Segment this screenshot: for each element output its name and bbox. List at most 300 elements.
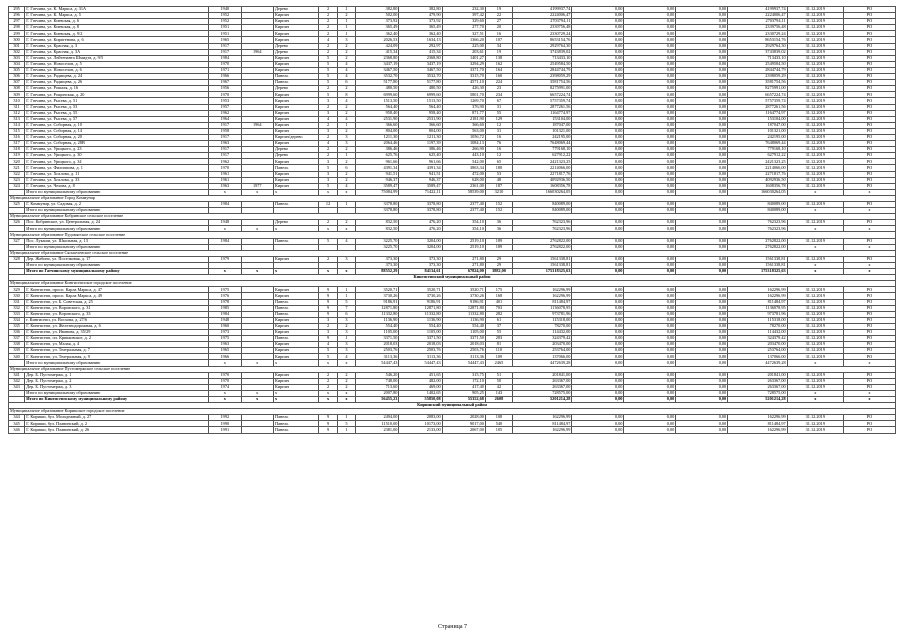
table-cell: 345 — [9, 421, 25, 427]
table-cell: 961,66 — [356, 159, 399, 165]
table-cell: 2067,00 — [442, 427, 485, 433]
table-cell: 65 — [485, 159, 512, 165]
table-cell: 109 — [485, 354, 512, 360]
table-cell: x — [843, 226, 895, 232]
table-cell: 0,00 — [624, 122, 676, 128]
table-cell: 242195,00 — [512, 134, 571, 140]
table-cell: 2368,80 — [399, 55, 442, 61]
table-cell: 0,00 — [676, 49, 728, 55]
table-cell: 0,00 — [676, 141, 728, 147]
table-cell: Панель — [273, 336, 318, 342]
table-cell: 110 — [485, 348, 512, 354]
table-cell: РО — [843, 256, 895, 262]
table-cell: x — [241, 189, 273, 195]
table-cell: x — [209, 269, 241, 275]
table-cell: 23 — [485, 86, 512, 92]
table-cell: 871,77 — [442, 110, 485, 116]
table-cell: 546,20 — [356, 372, 399, 378]
table-cell: 0,00 — [676, 92, 728, 98]
table-cell: 1917 — [209, 49, 241, 55]
table-cell: 0,00 — [572, 256, 624, 262]
table-cell: 4571,10 — [442, 80, 485, 86]
table-cell: 317 — [9, 141, 25, 147]
table-cell: 2519,10 — [442, 244, 485, 250]
table-cell: 542,00 — [442, 159, 485, 165]
table-cell: 71422,11 — [399, 189, 442, 195]
table-cell: 31.12.2019 — [787, 311, 843, 317]
table-cell: 2064,46 — [356, 141, 399, 147]
table-cell: 0,00 — [624, 299, 676, 305]
table-cell: 31.12.2019 — [787, 104, 843, 110]
table-cell: 16 — [485, 147, 512, 153]
table-cell: 335 — [9, 323, 25, 329]
table-cell: 31.12.2019 — [787, 342, 843, 348]
table-cell: РО — [843, 74, 895, 80]
table-cell: Г. Гатчина, ул. Новоселов, д. 6 — [25, 67, 209, 73]
table-cell: 8275991,00 — [728, 86, 787, 92]
table-cell: Кирпич — [273, 171, 318, 177]
table-cell: 0,00 — [572, 7, 624, 13]
table-cell: 31.12.2019 — [787, 49, 843, 55]
table-cell: 0,00 — [624, 104, 676, 110]
table-cell: 0,00 — [624, 189, 676, 195]
table-cell: Г. Гатчина, ул. Киевская, д. 9/2 — [25, 31, 209, 37]
table-cell: 2 — [319, 256, 337, 262]
table-cell: 0,00 — [676, 122, 728, 128]
table-cell: 1366,20 — [442, 37, 485, 43]
table-cell: x — [209, 397, 241, 403]
table-cell: 4 — [319, 37, 337, 43]
table-cell: 1984 — [209, 311, 241, 317]
table-cell: 2877261,56 — [728, 104, 787, 110]
table-cell: 3 — [319, 110, 337, 116]
table-cell: Г. Гатчина, ул. Урицкого, д. 30 — [25, 153, 209, 159]
table-cell: Пос. Кобринское, ул. Центральная, д. 24 — [25, 220, 209, 226]
table-cell: x — [273, 226, 318, 232]
table-cell: 426,30 — [442, 86, 485, 92]
table-cell: 2 — [319, 122, 337, 128]
table-cell: 253764,00 — [512, 348, 571, 354]
table-cell: 312 — [9, 110, 25, 116]
table-cell: 2028,00 — [442, 415, 485, 421]
table-cell: 338 — [9, 342, 25, 348]
table-cell: 114432,00 — [512, 329, 571, 335]
table-cell: 37 — [485, 323, 512, 329]
section-title: Муниципальное образование Кингисеппское городское поселение — [9, 281, 896, 287]
table-cell: 0,00 — [624, 415, 676, 421]
table-cell: 0,00 — [624, 329, 676, 335]
table-cell: 1513,50 — [399, 98, 442, 104]
table-cell: 0,00 — [572, 226, 624, 232]
table-cell: 1990 — [209, 421, 241, 427]
table-cell: 310 — [9, 98, 25, 104]
table-cell: 344 — [9, 415, 25, 421]
table-cell: 0,00 — [676, 86, 728, 92]
table-cell: 0,00 — [676, 311, 728, 317]
table-cell: 84134,61 — [399, 269, 442, 275]
table-cell: 1917 — [209, 43, 241, 49]
table-cell: 1976 — [209, 293, 241, 299]
table-cell: 2377,40 — [442, 202, 485, 208]
table-cell: 804,00 — [399, 128, 442, 134]
table-cell: 5 — [319, 67, 337, 73]
table-cell: Кирпич — [273, 13, 318, 19]
table-cell: 316 — [9, 134, 25, 140]
table-cell: 0,00 — [676, 415, 728, 421]
table-cell: 0,00 — [572, 415, 624, 421]
table-cell: 0,00 — [572, 25, 624, 31]
table-cell: x — [337, 269, 355, 275]
table-cell: 81 — [485, 342, 512, 348]
table-cell: 31.12.2019 — [787, 421, 843, 427]
table-cell: x — [337, 390, 355, 396]
table-cell: 840089,00 — [512, 202, 571, 208]
table-cell: 54447,43 — [442, 360, 485, 366]
table-cell: 340 — [9, 354, 25, 360]
table-cell: x — [337, 189, 355, 195]
table-cell: x — [209, 390, 241, 396]
table-cell: 2018,03 — [356, 342, 399, 348]
table-cell: 1960 — [209, 323, 241, 329]
table-cell: 3294,29 — [442, 61, 485, 67]
table-cell: 277,70 — [442, 25, 485, 31]
table-cell: 2339756,48 — [512, 25, 571, 31]
table-cell: 7648069,44 — [728, 141, 787, 147]
table-cell: 162296,99 — [512, 287, 571, 293]
table-cell: 4 — [337, 61, 355, 67]
table-cell: Г. Гатчина, ул. Лейтенанта Шмидта, д. 9/5 — [25, 55, 209, 61]
table-cell: 153104,00 — [728, 116, 787, 122]
table-cell: 564,40 — [399, 104, 442, 110]
table-cell: 713,60 — [356, 384, 399, 390]
table-cell: 0,00 — [572, 244, 624, 250]
table-cell: Г. Кингисепп, ул. Театральная, д. 9 — [25, 354, 209, 360]
table-cell: 804,00 — [356, 128, 399, 134]
table-cell: 3882,00 — [485, 269, 512, 275]
table-cell: x — [787, 390, 843, 396]
table-cell: 1940 — [209, 7, 241, 13]
table-cell: Панель — [273, 80, 318, 86]
table-cell: 0,00 — [572, 141, 624, 147]
table-cell: 563,00 — [442, 128, 485, 134]
table-cell: 11510,00 — [356, 421, 399, 427]
table-cell: 4472639,28 — [512, 360, 571, 366]
table-cell: 1136,90 — [356, 317, 399, 323]
table-cell: 0,00 — [624, 165, 676, 171]
table-cell: РО — [843, 177, 895, 183]
table-cell: 129 — [485, 116, 512, 122]
table-cell: 1963 — [209, 183, 241, 189]
table-cell: 31.12.2019 — [787, 202, 843, 208]
table-cell: 0,00 — [624, 384, 676, 390]
table-cell: 0,00 — [572, 37, 624, 43]
table-cell: 12871,80 — [356, 305, 399, 311]
table-cell: 2 — [337, 55, 355, 61]
table-cell: 1136078,95 — [512, 305, 571, 311]
table-cell: 0,00 — [624, 317, 676, 323]
table-cell: 0,00 — [676, 165, 728, 171]
table-cell: 9 — [319, 311, 337, 317]
table-cell: 0,00 — [572, 177, 624, 183]
table-cell: 5 — [319, 165, 337, 171]
table-cell: 1970 — [209, 165, 241, 171]
table-cell: 1 — [337, 31, 355, 37]
table-cell: 50 — [485, 378, 512, 384]
table-cell: 31.12.2019 — [787, 293, 843, 299]
table-cell: 0,00 — [572, 390, 624, 396]
table-cell: 3 — [337, 256, 355, 262]
table-cell: 5 — [319, 80, 337, 86]
table-cell: 1971 — [209, 67, 241, 73]
table-cell: 0,00 — [572, 147, 624, 153]
table-cell: 323 — [9, 177, 25, 183]
table-cell: 9 — [319, 415, 337, 421]
table-cell: 346 — [9, 427, 25, 433]
table-cell: 1402,65 — [399, 390, 442, 396]
table-cell: Панель — [273, 415, 318, 421]
table-cell: 832,50 — [356, 220, 399, 226]
table-cell: 2271817,76 — [728, 171, 787, 177]
table-cell: 0,00 — [624, 159, 676, 165]
table-cell: x — [241, 360, 273, 366]
table-cell: 2 — [319, 7, 337, 13]
table-cell: 53 — [485, 171, 512, 177]
table-cell: Кирпич — [273, 329, 318, 335]
table-cell: 31.12.2019 — [787, 348, 843, 354]
table-cell: 0,00 — [624, 98, 676, 104]
table-cell: 1951 — [209, 31, 241, 37]
table-cell: Кирпич/дерево — [273, 134, 318, 140]
table-cell: 0,00 — [624, 43, 676, 49]
table-cell: 1561338,81 — [512, 256, 571, 262]
table-cell: 1953 — [209, 98, 241, 104]
register-table — [8, 6, 896, 434]
table-cell: Дерево — [273, 220, 318, 226]
table-cell: Г. Кириши, бул. Плавинский, д. 26 — [25, 427, 209, 433]
table-cell: 189 — [485, 238, 512, 244]
table-cell: 224 — [485, 80, 512, 86]
table-cell: 6999,60 — [356, 92, 399, 98]
table-cell: Г. Гатчина, ул. Красная, д. 3А — [25, 49, 209, 55]
table-cell: 31.12.2019 — [787, 372, 843, 378]
table-cell: x — [843, 390, 895, 396]
table-cell: 946,37 — [356, 177, 399, 183]
table-cell: 31.12.2019 — [787, 238, 843, 244]
table-cell: 0,00 — [624, 256, 676, 262]
table-cell: 12871,80 — [399, 305, 442, 311]
table-cell: 2703794,11 — [512, 19, 571, 25]
table-cell: 382,80 — [356, 7, 399, 13]
table-cell: 31.12.2019 — [787, 147, 843, 153]
table-cell: 2549584,50 — [728, 61, 787, 67]
table-cell: Г. Кириши, бул. Плавинский, д. 2 — [25, 421, 209, 427]
table-cell: 2 — [319, 104, 337, 110]
table-cell: 386,46 — [356, 147, 399, 153]
table-cell: Г. Гатчина, ул. Киевская, д. 8 — [25, 25, 209, 31]
table-cell: РО — [843, 122, 895, 128]
table-cell: 203470,00 — [728, 342, 787, 348]
table-cell: 424,09 — [356, 43, 399, 49]
table-cell: 973781,96 — [728, 311, 787, 317]
table-cell: 1992 — [209, 415, 241, 421]
table-cell: 0,00 — [624, 67, 676, 73]
table-cell: 162296,99 — [512, 293, 571, 299]
table-cell: 3371,50 — [399, 336, 442, 342]
table-cell: Итого по Гатчинскому муниципальному району — [25, 269, 209, 275]
table-cell: Дер. Жабино, ул. Поселковая, д. 17 — [25, 256, 209, 262]
table-cell: РО — [843, 372, 895, 378]
table-cell: РО — [843, 165, 895, 171]
table-cell: 0,00 — [624, 177, 676, 183]
table-cell: 2 — [337, 323, 355, 329]
table-cell: Г. Гатчина, ул. Кирпгенова, д. 6 — [25, 37, 209, 43]
table-cell: 4 — [337, 74, 355, 80]
table-cell: 315,75 — [442, 372, 485, 378]
table-cell: 2 — [337, 110, 355, 116]
table-cell: 20 — [485, 25, 512, 31]
table-cell: РО — [843, 293, 895, 299]
table-cell: РО — [843, 287, 895, 293]
table-cell: РО — [843, 104, 895, 110]
table-cell: 1513,50 — [356, 98, 399, 104]
table-cell: 308 — [9, 86, 25, 92]
table-cell: 160 — [485, 74, 512, 80]
table-cell: 0,00 — [572, 13, 624, 19]
table-cell: Г. Кингисепп, пл. Крикковское, д. 2 — [25, 336, 209, 342]
table-cell: 108 — [485, 415, 512, 421]
table-cell: 0,00 — [676, 421, 728, 427]
table-cell: 0,00 — [572, 311, 624, 317]
table-cell: 0,00 — [624, 13, 676, 19]
table-cell: 1975 — [209, 287, 241, 293]
table-cell: 0,00 — [624, 86, 676, 92]
table-cell: 1164774,97 — [512, 110, 571, 116]
table-cell: Панель — [273, 311, 318, 317]
table-cell: 3532,70 — [399, 74, 442, 80]
table-cell: 5177,80 — [356, 80, 399, 86]
table-cell: 0,00 — [676, 336, 728, 342]
table-cell: Панель — [273, 299, 318, 305]
table-cell: РО — [843, 92, 895, 98]
section-title: Муниципальное образование Пустомержское сельское поселение — [9, 366, 896, 372]
table-cell: x — [787, 360, 843, 366]
table-cell: 180 — [485, 165, 512, 171]
table-cell: 469,00 — [399, 384, 442, 390]
table-cell: 401 — [485, 299, 512, 305]
table-cell: 9 — [319, 293, 337, 299]
table-cell: 0,00 — [624, 49, 676, 55]
table-cell: 9 — [319, 427, 337, 433]
table-cell: Кирпич — [273, 92, 318, 98]
table-cell: 0,00 — [572, 74, 624, 80]
table-cell: 0,00 — [624, 25, 676, 31]
table-cell: 36 — [485, 226, 512, 232]
section-title: Муниципальное образование Киришское городское поселение — [9, 409, 896, 415]
table-cell: Панель — [273, 202, 318, 208]
table-cell: 0,00 — [676, 110, 728, 116]
table-cell: 12 — [319, 202, 337, 208]
table-cell: 2549584,50 — [512, 61, 571, 67]
table-cell: 1977 — [241, 183, 273, 189]
table-cell: 2762822,00 — [728, 238, 787, 244]
table-cell: 1 — [337, 153, 355, 159]
table-cell: Панель — [273, 165, 318, 171]
table-cell: Дер. Б. Пустомержа, д. 3 — [25, 384, 209, 390]
table-cell: Кирпич — [273, 342, 318, 348]
table-cell: 0,00 — [572, 220, 624, 226]
table-cell: 0,00 — [624, 128, 676, 134]
table-cell: 3371,50 — [356, 336, 399, 342]
table-cell: 5 — [319, 61, 337, 67]
table-cell: 5801,70 — [442, 92, 485, 98]
table-cell: 115318,00 — [512, 317, 571, 323]
table-cell: РО — [843, 202, 895, 208]
table-cell: 5 — [319, 238, 337, 244]
table-cell: 0,00 — [572, 238, 624, 244]
table-cell: 324379,42 — [728, 336, 787, 342]
table-cell: 58539,00 — [442, 189, 485, 195]
table-cell: 306 — [9, 74, 25, 80]
table-cell: РО — [843, 141, 895, 147]
table-cell: 4472639,28 — [728, 360, 787, 366]
table-cell: 31.12.2019 — [787, 13, 843, 19]
table-cell: x — [209, 360, 241, 366]
table-cell: Г. Гатчина, ул. Урицкого, д. 23 — [25, 147, 209, 153]
table-cell: 1608356,78 — [728, 183, 787, 189]
table-cell: 319 — [9, 153, 25, 159]
table-cell: 0,00 — [624, 378, 676, 384]
table-cell: 1974 — [209, 384, 241, 390]
table-cell: 0,00 — [676, 354, 728, 360]
table-cell: 3 — [319, 177, 337, 183]
table-cell: 0,00 — [676, 61, 728, 67]
table-cell: 3113,36 — [442, 354, 485, 360]
table-cell: x — [337, 397, 355, 403]
table-cell: 332 — [9, 305, 25, 311]
table-cell: 3204,00 — [399, 244, 442, 250]
table-cell: 1561338,81 — [728, 256, 787, 262]
table-cell: 2519,10 — [442, 238, 485, 244]
table-cell: 3 — [319, 171, 337, 177]
table-cell: 297 — [9, 19, 25, 25]
table-cell: 2531,90 — [356, 116, 399, 122]
table-cell: 811484,97 — [512, 299, 571, 305]
table-cell: 373,30 — [356, 256, 399, 262]
table-cell: 309 — [9, 92, 25, 98]
table-cell: 415,34 — [356, 49, 399, 55]
table-cell: 366,60 — [399, 122, 442, 128]
table-cell: 2339756,48 — [728, 25, 787, 31]
table-cell: 0,00 — [572, 384, 624, 390]
table-cell: 175 — [485, 287, 512, 293]
table-cell: 0,00 — [676, 13, 728, 19]
table-cell: 958,40 — [356, 110, 399, 116]
table-cell: 2421323,25 — [512, 159, 571, 165]
table-cell: 3730,26 — [442, 293, 485, 299]
table-cell: 55 — [485, 110, 512, 116]
table-cell: 105 — [485, 427, 512, 433]
table-cell: 5 — [319, 348, 337, 354]
table-cell: 203,61 — [442, 49, 485, 55]
table-cell: 137066,00 — [512, 354, 571, 360]
table-cell: x — [787, 226, 843, 232]
table-cell: 0,00 — [676, 238, 728, 244]
table-cell: 0,00 — [572, 55, 624, 61]
table-cell: 114432,00 — [728, 329, 787, 335]
table-cell: 2018,03 — [442, 342, 485, 348]
table-cell: 0,00 — [624, 110, 676, 116]
table-cell: 1984 — [209, 55, 241, 61]
